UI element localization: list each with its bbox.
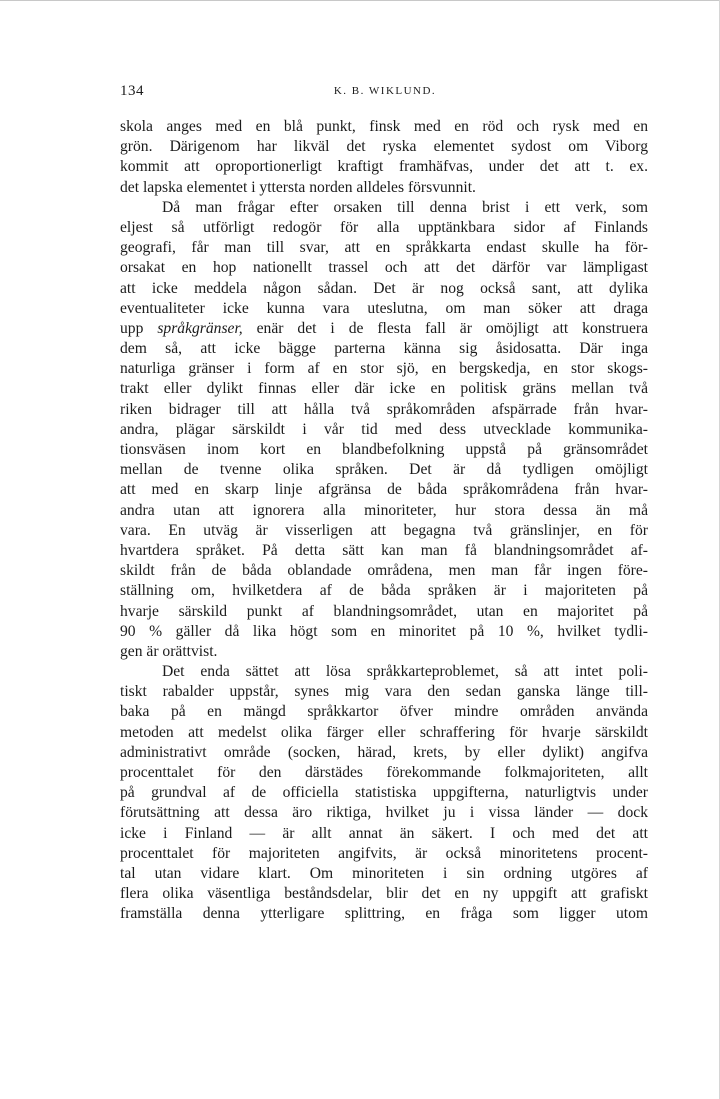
text-line: framställa denna ytterligare splittring, en fråga som ligger utom <box>120 905 648 923</box>
text-line-with-italic <box>120 319 648 339</box>
text-line: andra, plägar särskildt i vår tid med dess utvecklade kommunika- <box>120 420 648 438</box>
text-line: att med en skarp linje afgränsa de båda språkområdena från hvar- <box>120 481 648 499</box>
text-line: procenttalet för majoriteten angifvits, är också minoritetens procent- <box>120 844 648 862</box>
text-line: ställning om, hvilketdera af de båda språken är i majoriteten på <box>120 582 648 600</box>
text-line: skildt från de båda oblandade områdena, men man får ingen före- <box>120 562 648 580</box>
text-line: det lapska elementet i yttersta norden alldeles försvunnit. <box>120 178 476 196</box>
text-line: naturliga gränser i form af en stor sjö, en bergskedja, en stor skogs- <box>120 360 648 378</box>
text-line: tiskt rabalder uppstår, synes mig vara den sedan ganska länge till- <box>120 683 648 701</box>
text-line: geografi, får man till svar, att en språkkarta endast skulle ha för- <box>120 239 648 257</box>
page-top-edge <box>0 0 720 1</box>
text-line: orsakat en hop nationellt trassel och att det därför var lämpligast <box>120 259 648 277</box>
text-line: grön. Därigenom har likväl det ryska elementet sydost om Viborg <box>120 138 648 156</box>
text-line: andra utan att ignorera alla minoriteter, hur stora dessa än må <box>120 501 648 519</box>
running-head: K. B. WIKLUND. <box>333 85 437 97</box>
italic-term: språkgränser, <box>157 319 243 337</box>
text-line: gen är orättvist. <box>120 642 218 660</box>
text-line: tal utan vidare klart. Om minoriteten i sin ordning utgöres af <box>120 864 648 882</box>
text-line: dem så, att icke bägge parterna känna sig åsidosatta. Där inga <box>120 340 648 358</box>
text-line: kommit att oproportionerligt kraftigt framhäfvas, under det att t. ex. <box>120 158 648 176</box>
text-line: hvartdera språket. På detta sätt kan man få blandningsområdet af- <box>120 541 648 559</box>
text-line: Då man frågar efter orsaken till denna brist i ett verk, som <box>162 198 648 216</box>
text-line: vara. En utväg är visserligen att begagna två gränslinjer, en för <box>120 521 648 539</box>
text-line: eljest så utförligt redogör för alla upptänkbara sidor af Finlands <box>120 218 648 236</box>
text-line: mellan de tvenne olika språken. Det är då tydligen omöjligt <box>120 461 648 479</box>
page-number: 134 <box>120 83 144 99</box>
text-line: baka på en mängd språkkartor öfver mindre områden använda <box>120 703 648 721</box>
text-line: flera olika väsentliga beståndsdelar, blir det en ny uppgift att grafiskt <box>120 885 648 903</box>
text-line: procenttalet för den därstädes förekommande folkmajoriteten, allt <box>120 764 648 781</box>
text-line: att icke meddela någon sådan. Det är nog också sant, att dylika <box>120 279 648 297</box>
text-line: metoden att medelst olika färger eller schraffering för hvarje särskildt <box>120 723 648 741</box>
text-line: riken bidrager till att hålla två språkområden afspärrade från hvar- <box>120 400 648 418</box>
text-line: på grundval af de officiella statistiska uppgifterna, naturligtvis under <box>120 784 648 802</box>
text-line: tionsväsen inom kort en blandbefolkning uppstå på gränsområdet <box>120 441 648 458</box>
text-fragment: upp <box>120 319 144 337</box>
text-line: trakt eller dylikt finnas eller där icke en politisk gräns mellan två <box>120 380 648 398</box>
page-header <box>120 83 650 103</box>
text-line: eventualiteter icke kunna vara uteslutna, om man söker att draga <box>120 299 648 317</box>
text-line: icke i Finland — är allt annat än säkert. I och med det att <box>120 824 648 842</box>
text-line: 90 % gäller då lika högt som en minoritet på 10 %, hvilket tydli- <box>120 622 648 640</box>
text-line: administrativt område (socken, härad, krets, by eller dylikt) angifva <box>120 743 648 761</box>
text-line: Det enda sättet att lösa språkkarteproblemet, så att intet poli- <box>162 663 648 681</box>
text-fragment: enär det i de flesta fall är omöjligt att konstruera <box>256 319 648 337</box>
text-line: förutsättning att dessa äro riktiga, hvilket ju i vissa länder — dock <box>120 804 648 822</box>
text-line: hvarje särskild punkt af blandningsområdet, utan en majoritet på <box>120 602 648 620</box>
body-text <box>120 117 648 925</box>
text-line: skola anges med en blå punkt, finsk med en röd och rysk med en <box>120 118 648 135</box>
